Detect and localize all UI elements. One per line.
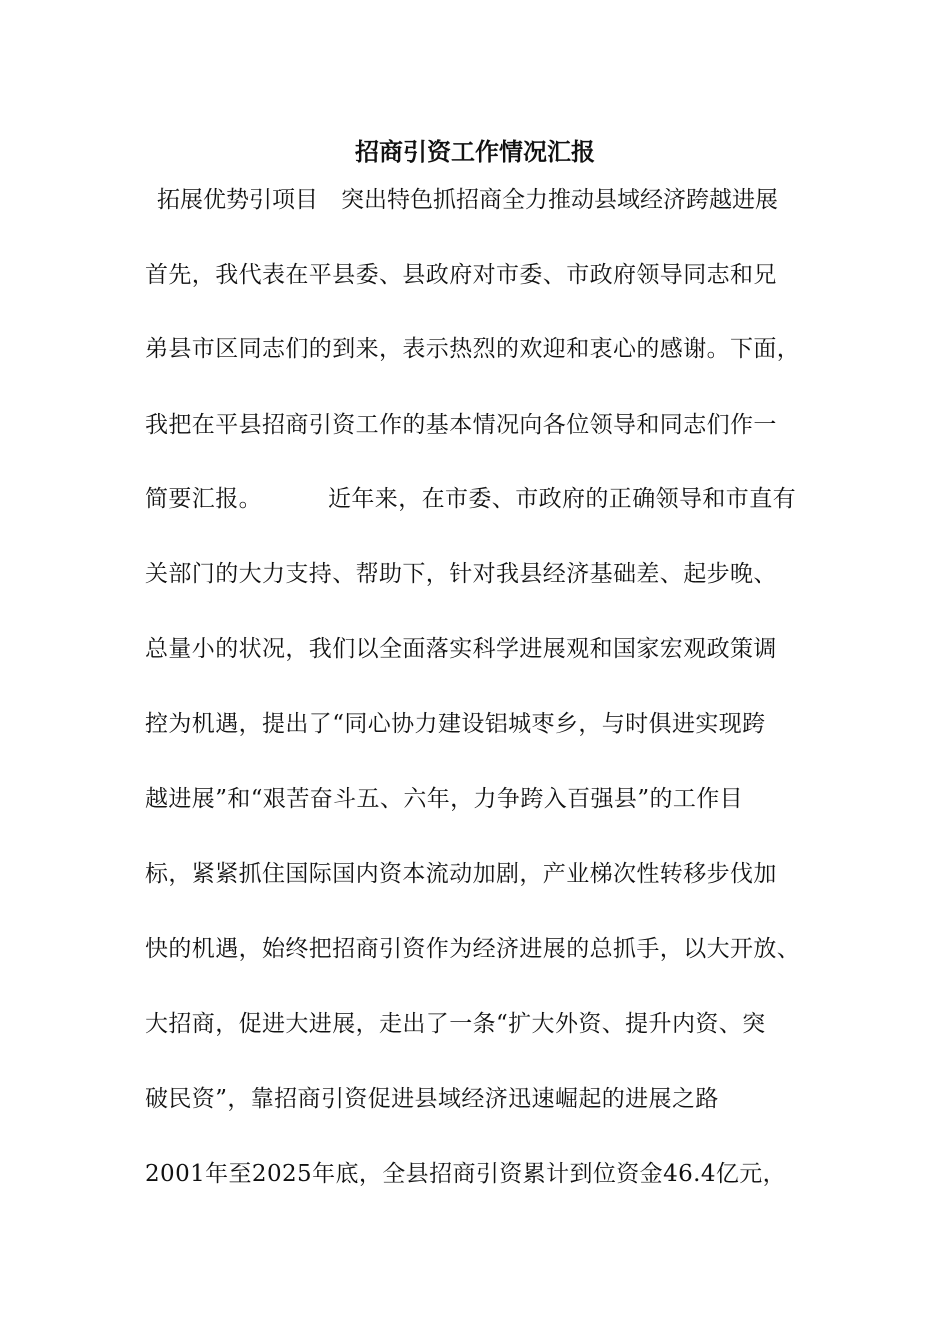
body-line-2: 弟县市区同志们的到来，表示热烈的欢迎和衷心的感谢。下面，: [145, 336, 801, 362]
body-line-12: 破民资”，靠招商引资促进县域经济迅速崛起的进展之路: [145, 1086, 719, 1112]
body-line-11: 大招商，促进大进展，走出了一条“扩大外资、提升内资、突: [145, 1011, 766, 1037]
body-line-8: 越进展”和“艰苦奋斗五、六年，力争跨入百强县”的工作目: [145, 786, 744, 812]
body-line-4-part-2: 近年来，在市委、市政府的正确领导和市直有: [328, 486, 796, 512]
body-line-3: 我把在平县招商引资工作的基本情况向各位领导和同志们作一: [145, 412, 777, 438]
body-line-4-part-1: 简要汇报。: [145, 486, 262, 512]
body-line-4: [145, 482, 796, 516]
body-line-1: 首先，我代表在平县委、县政府对市委、市政府领导同志和兄: [145, 262, 777, 288]
body-line-10: 快的机遇，始终把招商引资作为经济进展的总抓手，以大开放、: [145, 936, 801, 962]
document-title: 招商引资工作情况汇报: [355, 137, 595, 166]
body-line-7: 控为机遇，提出了“同心协力建设铝城枣乡，与时俱进实现跨: [145, 711, 766, 737]
document-subtitle: 拓展优势引项目 突出特色抓招商全力推动县域经济跨越进展: [157, 187, 778, 213]
body-line-6: 总量小的状况，我们以全面落实科学进展观和国家宏观政策调: [145, 636, 777, 662]
body-line-5: 关部门的大力支持、帮助下，针对我县经济基础差、起步晚、: [145, 561, 777, 587]
body-line-13: 2001年至2025年底，全县招商引资累计到位资金46.4亿元，: [145, 1161, 787, 1187]
body-line-9: 标，紧紧抓住国际国内资本流动加剧，产业梯次性转移步伐加: [145, 861, 777, 887]
